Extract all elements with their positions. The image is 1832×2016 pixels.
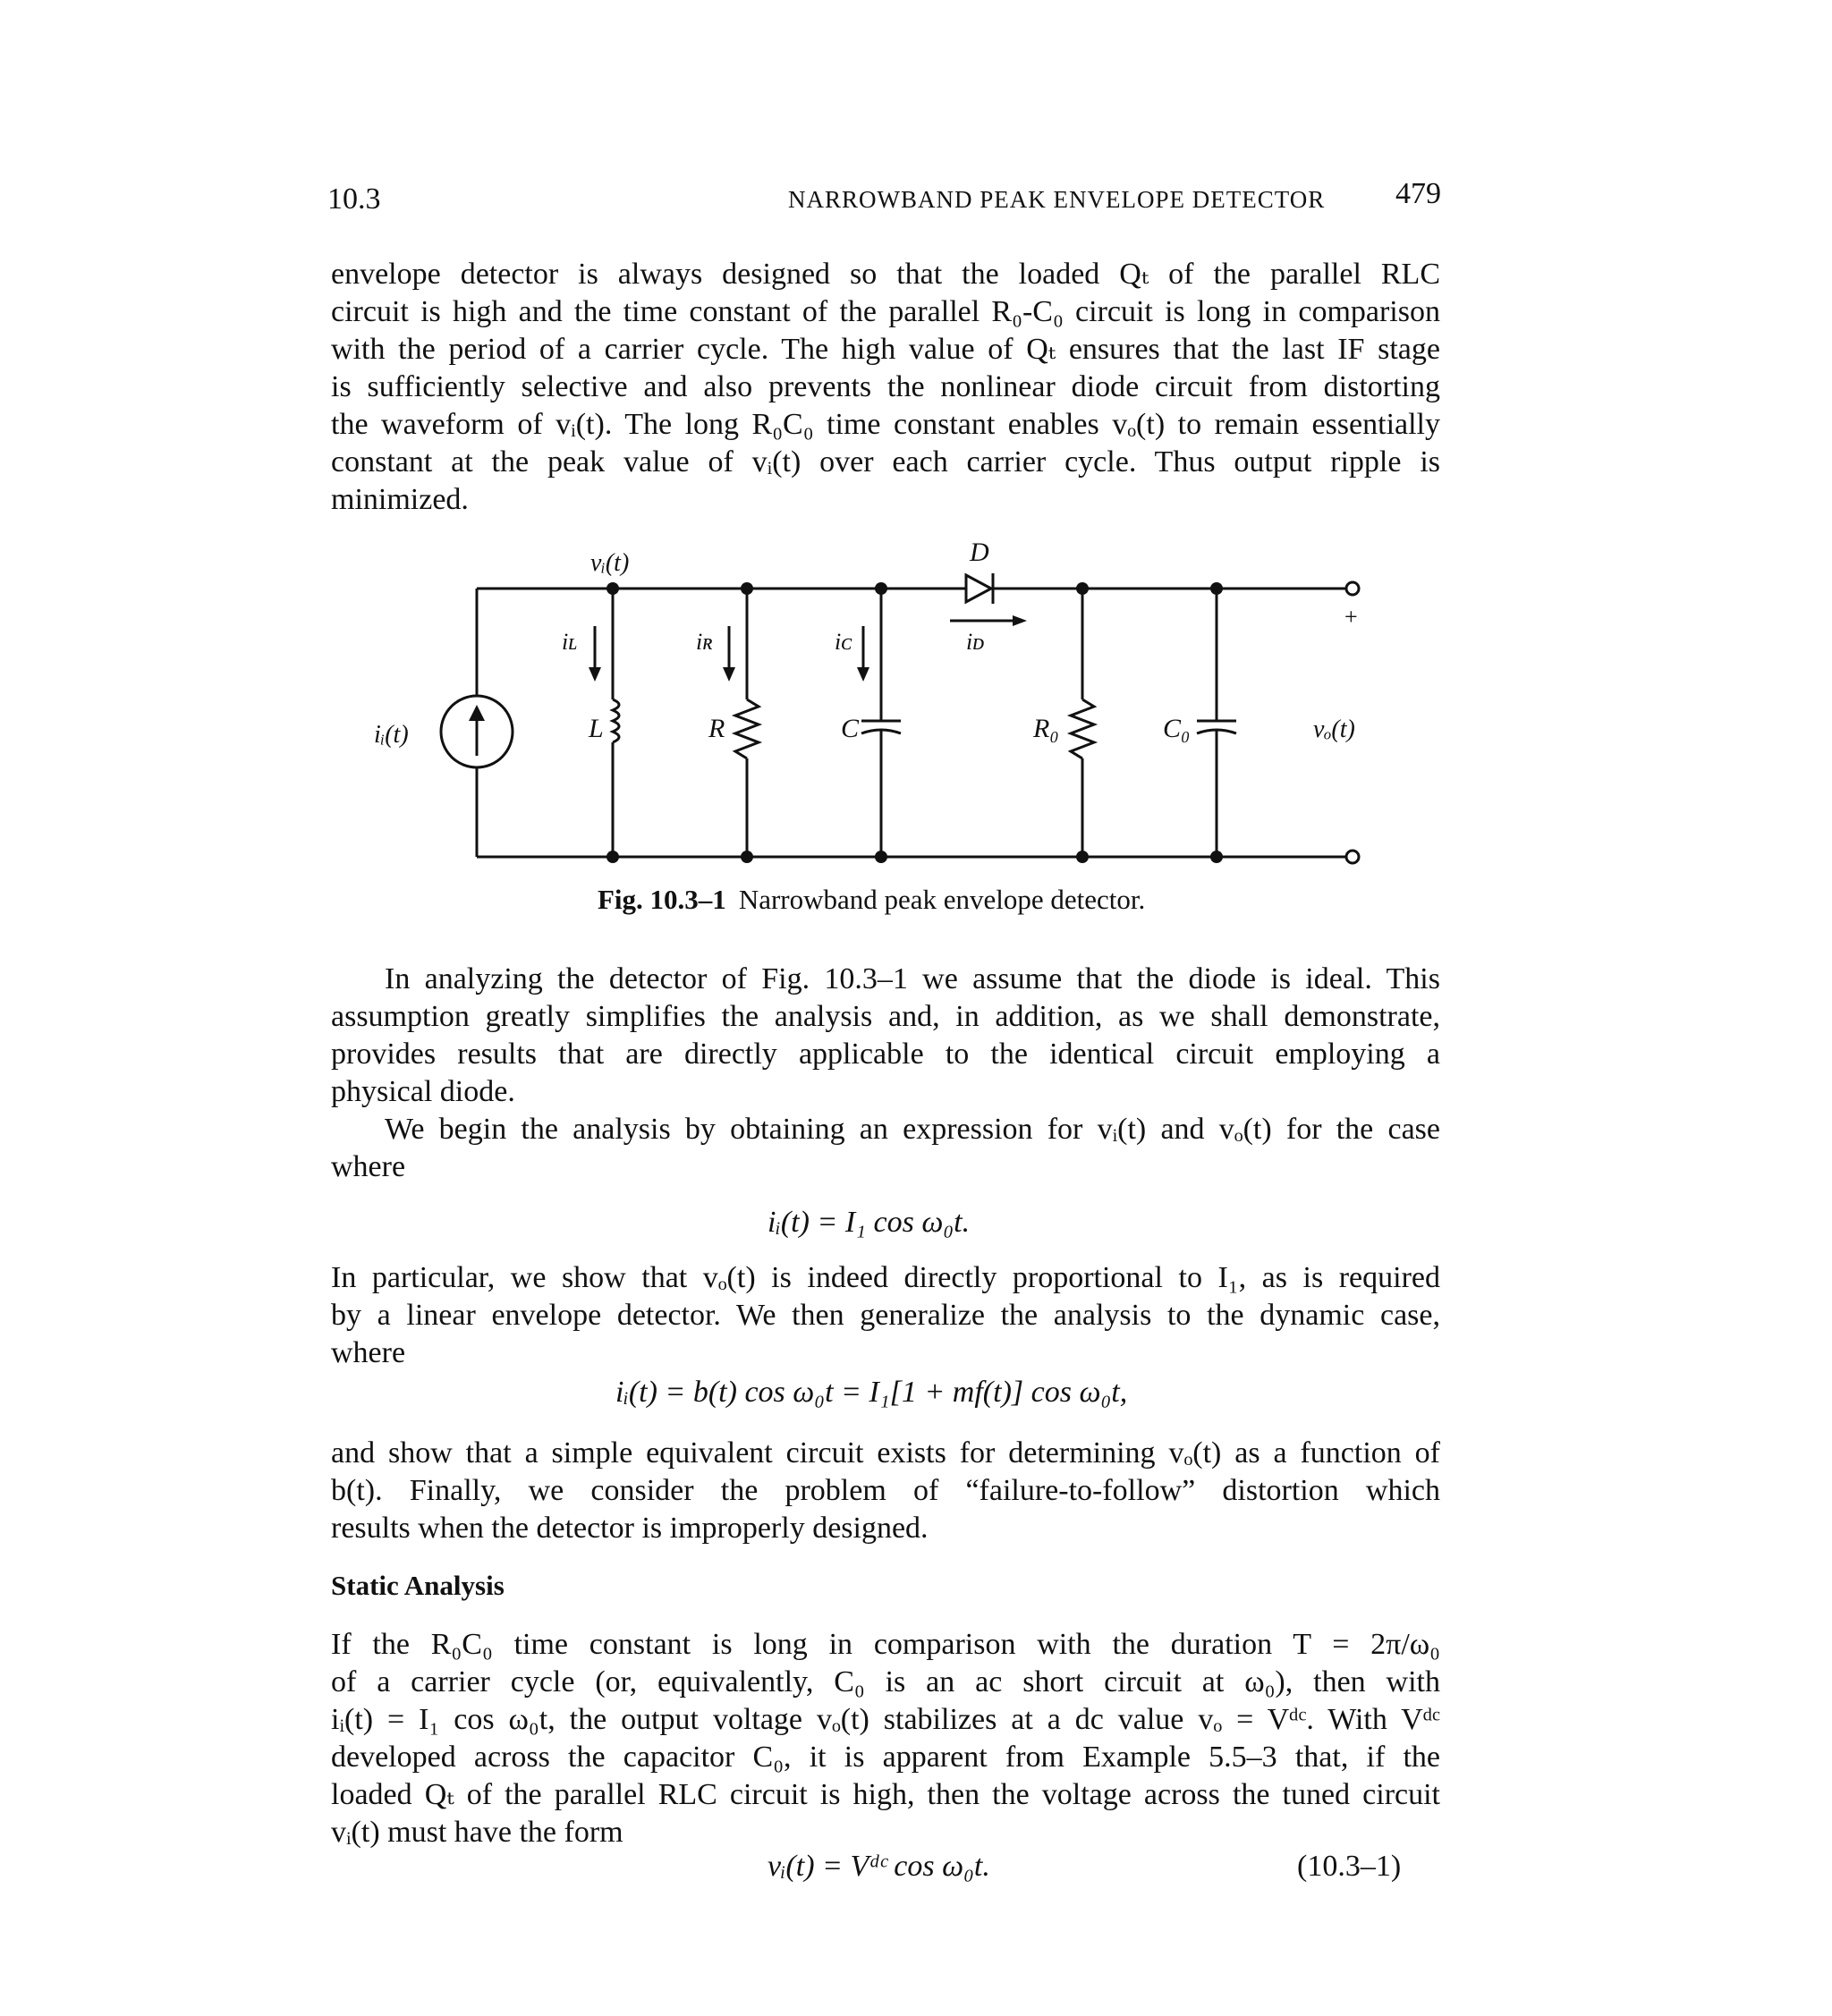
text-line: assumption greatly simplifies the analysis and, in addition, as we shall demonstrate, [331, 1000, 1440, 1033]
inductor-label: L [589, 714, 604, 743]
node-dot [1210, 851, 1223, 863]
paragraph-4 [331, 1259, 1440, 1372]
diode-label: D [970, 538, 989, 567]
r0-label: R₀ [1033, 714, 1059, 743]
node-dot [1210, 582, 1223, 595]
output-terminal-top [1346, 582, 1359, 595]
figure-caption [598, 884, 1145, 916]
paragraph-5 [331, 1435, 1440, 1547]
text-line: circuit is high and the time constant of the parallel R₀-C₀ circuit is long in comparison [331, 295, 1440, 328]
ic-arrowhead [857, 667, 869, 682]
ii-label: iᵢ(t) [374, 721, 409, 749]
source-arrowhead [469, 705, 485, 721]
c0-label: C₀ [1163, 714, 1191, 743]
text-line: If the R₀C₀ time constant is long in comparison with the duration T = 2π/ω₀ [331, 1628, 1440, 1661]
equation-1: iᵢ(t) = I₁ cos ω₀t. [768, 1206, 971, 1239]
ic-label: iᴄ [835, 629, 852, 655]
output-terminal-bottom [1346, 851, 1359, 863]
node-dot [1076, 851, 1089, 863]
text-line: b(t). Finally, we consider the problem of “failure-to-follow” distortion which [331, 1474, 1440, 1507]
equation-3: vᵢ(t) = Vᵈᶜ cos ω₀t. [768, 1850, 990, 1883]
section-heading: Static Analysis [331, 1570, 505, 1601]
il-label: iʟ [562, 629, 578, 655]
text-line: constant at the peak value of vᵢ(t) over each carrier cycle. Thus output ripple is [331, 445, 1440, 479]
node-dot [741, 851, 753, 863]
node-dot [875, 851, 887, 863]
id-arrowhead [1013, 615, 1027, 626]
equation-2: iᵢ(t) = b(t) cos ω₀t = I₁[1 + mf(t)] cos ω₀t, [615, 1376, 1128, 1409]
id-label: iᴅ [966, 629, 985, 655]
vo-label: vₒ(t) [1313, 716, 1355, 743]
r0-zigzag [1071, 699, 1094, 758]
text-line: In analyzing the detector of Fig. 10.3–1 we assume that the diode is ideal. This [385, 962, 1440, 995]
node-dot [741, 582, 753, 595]
chapter-title: NARROWBAND PEAK ENVELOPE DETECTOR [788, 186, 1326, 213]
text-line: is sufficiently selective and also prevents the nonlinear diode circuit from distorting [331, 370, 1440, 403]
node-dot [606, 582, 619, 595]
node-dot [875, 582, 887, 595]
node-dot [606, 851, 619, 863]
text-line: with the period of a carrier cycle. The high value of Qₜ ensures that the last IF stage [331, 333, 1440, 366]
paragraph-2 [331, 961, 1440, 1111]
text-line: of a carrier cycle (or, equivalently, C₀ is an ac short circuit at ω₀), then with [331, 1665, 1440, 1698]
equation-3-number: (10.3–1) [1297, 1850, 1402, 1883]
text-line: iᵢ(t) = I₁ cos ω₀t, the output voltage vₒ(t) stabilizes at a dc value vₒ = Vᵈᶜ. With Vᵈᶜ [331, 1703, 1440, 1736]
text-line: and show that a simple equivalent circuit exists for determining vₒ(t) as a function of [331, 1436, 1440, 1470]
figure-label: Fig. 10.3–1 [598, 884, 726, 915]
text-line: provides results that are directly applicable to the identical circuit employing a [331, 1038, 1440, 1071]
text-line: envelope detector is always designed so that the loaded Qₜ of the parallel RLC [331, 258, 1440, 291]
plus-label: + [1344, 604, 1358, 630]
inductor-coil [613, 699, 619, 742]
ir-arrowhead [723, 667, 735, 682]
text-line: by a linear envelope detector. We then generalize the analysis to the dynamic case, [331, 1299, 1440, 1332]
text-line: loaded Qₜ of the parallel RLC circuit is high, then the voltage across the tuned circuit [331, 1778, 1440, 1811]
ir-label: iʀ [696, 629, 713, 655]
text-line: developed across the capacitor C₀, it is apparent from Example 5.5–3 that, if the [331, 1741, 1440, 1774]
text-line: vᵢ(t) must have the form [331, 1816, 623, 1849]
figure-caption-text: Narrowband peak envelope detector. [738, 884, 1146, 915]
paragraph-6 [331, 1626, 1440, 1851]
section-number: 10.3 [327, 182, 381, 216]
resistor-label: R [708, 714, 725, 743]
diode-triangle [966, 575, 991, 602]
page-number: 479 [1395, 177, 1441, 210]
text-line: We begin the analysis by obtaining an expression for vᵢ(t) and vₒ(t) for the case [385, 1113, 1440, 1146]
paragraph-3 [331, 1111, 1440, 1186]
il-arrowhead [589, 667, 601, 682]
node-dot [1076, 582, 1089, 595]
vi-label: vᵢ(t) [590, 549, 630, 577]
text-line: results when the detector is improperly designed. [331, 1512, 929, 1545]
text-line: minimized. [331, 483, 469, 516]
text-line: where [331, 1336, 406, 1369]
text-line: In particular, we show that vₒ(t) is indeed directly proportional to I₁, as is required [331, 1261, 1440, 1294]
capacitor-label: C [841, 714, 860, 743]
text-line: where [331, 1150, 406, 1183]
resistor-zigzag [735, 699, 759, 758]
text-line: physical diode. [331, 1075, 515, 1108]
text-line: the waveform of vᵢ(t). The long R₀C₀ time constant enables vₒ(t) to remain essentially [331, 408, 1440, 441]
